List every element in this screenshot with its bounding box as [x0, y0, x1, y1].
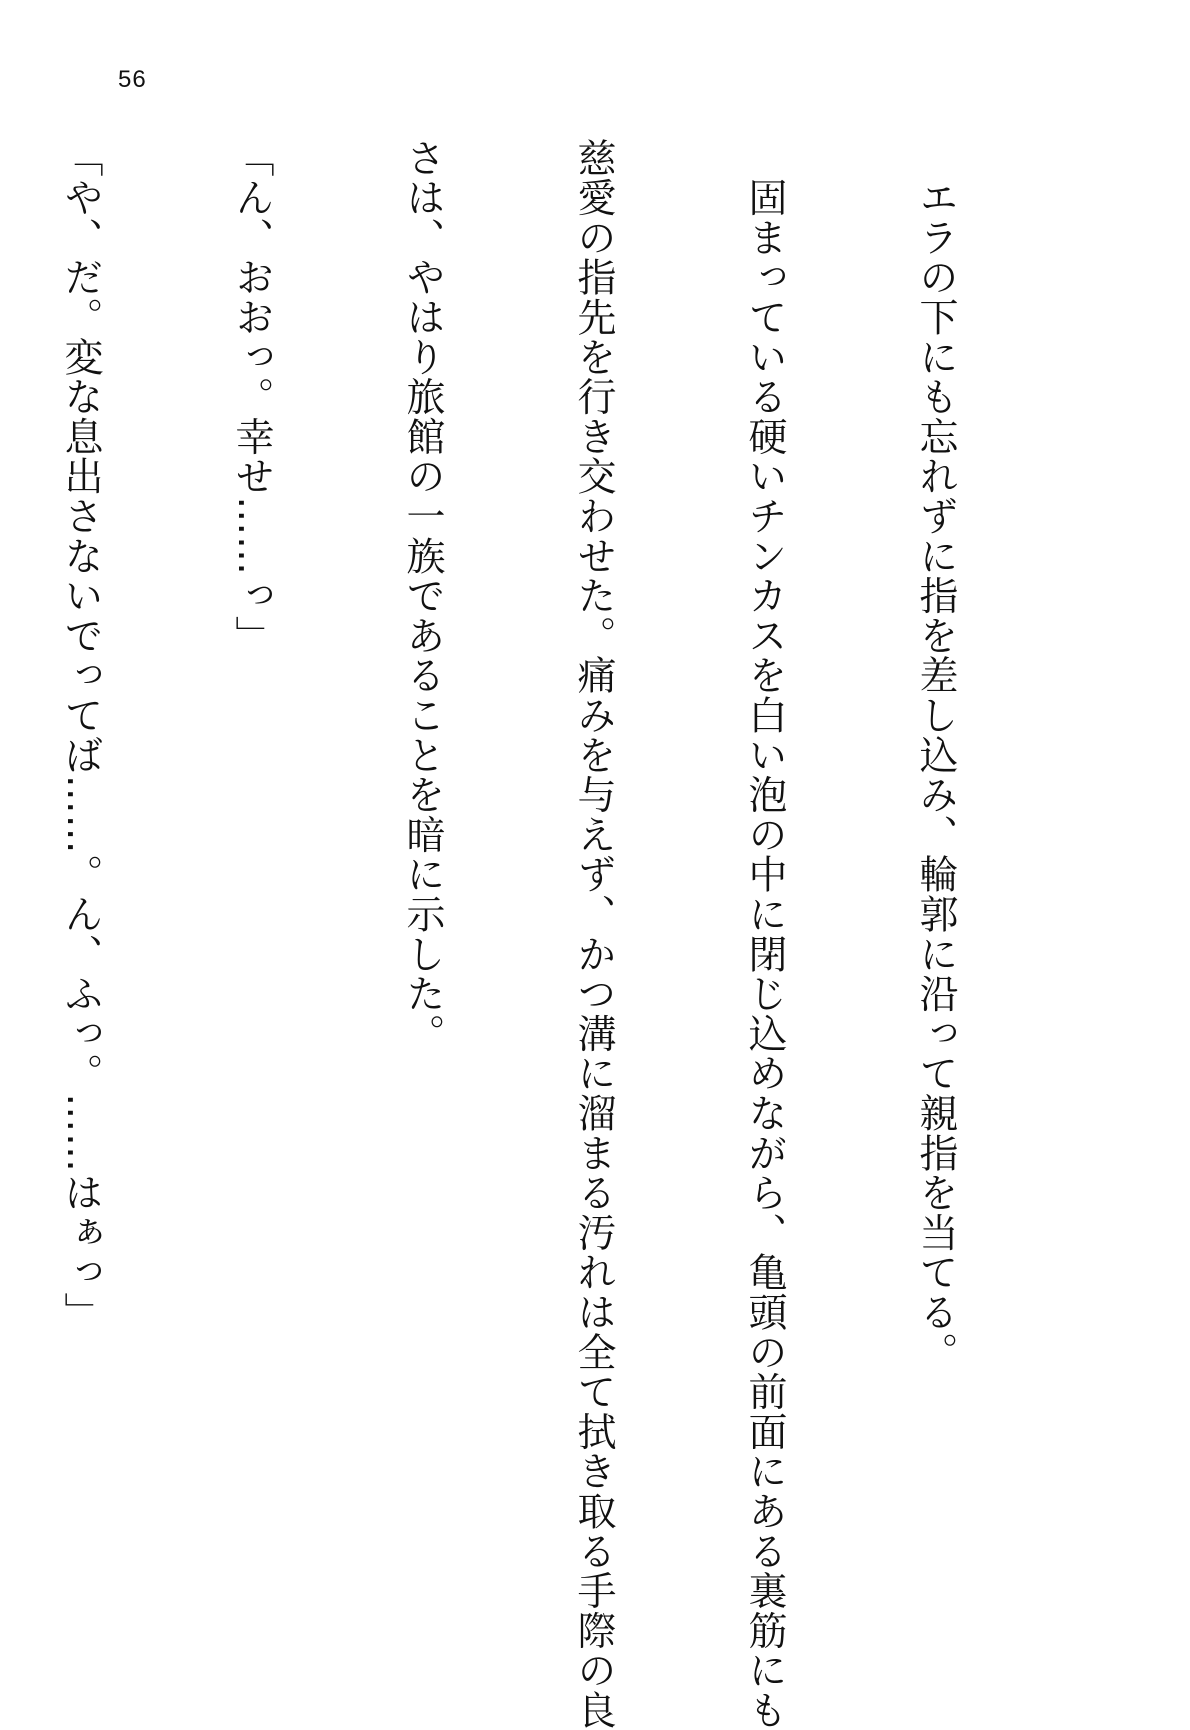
text-line: 「や、だ。変な息出さないでってば……。ん、ふっ。……はぁっ」: [58, 138, 103, 1332]
text-line: さは、やはり旅館の一族であることを暗に示した。: [400, 138, 445, 1054]
text-line: 固まっている硬いチンカスを白い泡の中に閉じ込めながら、亀頭の前面にある裏筋にも: [742, 138, 787, 1730]
text-line: 「ん、おおっ。幸せ……っ」: [229, 138, 274, 656]
text-line: 慈愛の指先を行き交わせた。痛みを与えず、かつ溝に溜まる汚れは全て拭き取る手際の良: [571, 138, 616, 1730]
vertical-text-body: [0, 138, 1078, 1730]
page-number: 56: [118, 66, 147, 93]
text-line: エラの下にも忘れずに指を差し込み、輪郭に沿って親指を当てる。: [913, 138, 958, 1372]
